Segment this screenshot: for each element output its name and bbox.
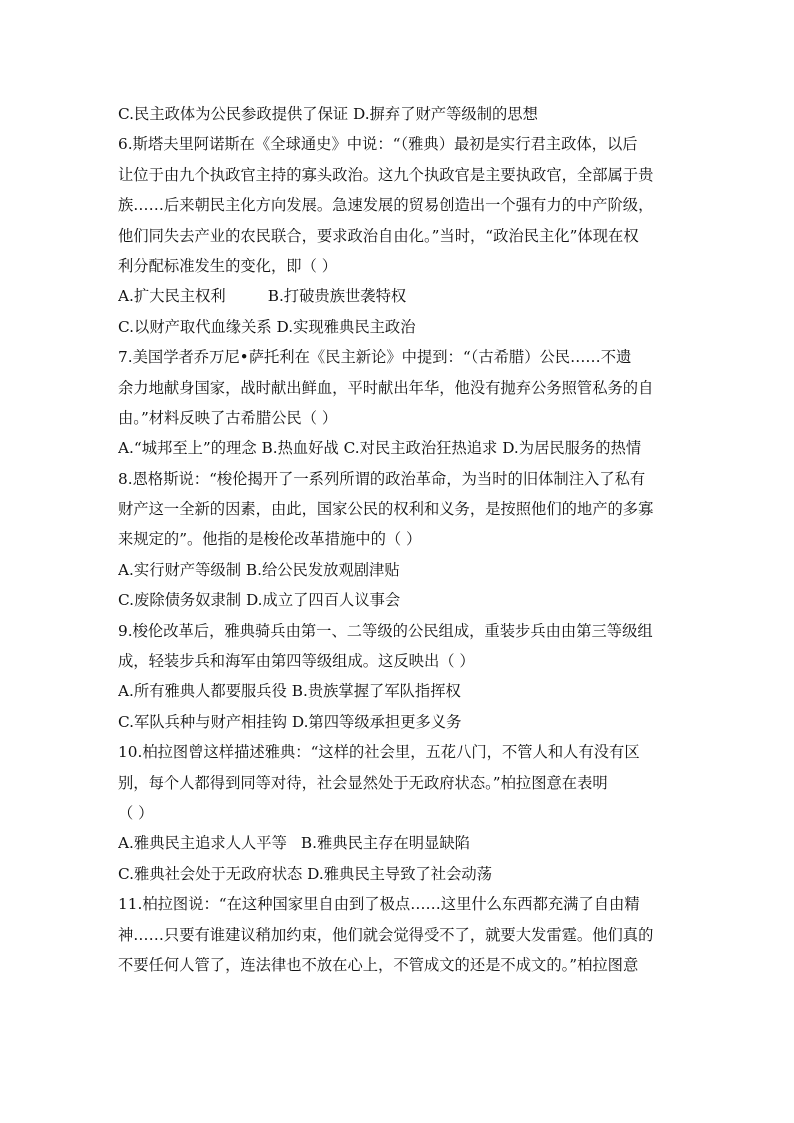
text-line: 别，每个人都得到同等对待，社会显然处于无政府状态。”柏拉图意在表明 <box>118 773 608 792</box>
text-line: 来规定的”。他指的是梭伦改革措施中的（ ） <box>118 530 422 549</box>
text-line: 10.柏拉图曾这样描述雅典：“这样的社会里，五花八门，不管人和人有没有区 <box>118 743 640 762</box>
text-line: 他们同失去产业的农民联合，要求政治自由化。”当时，“政治民主化”体现在权 <box>118 226 639 245</box>
text-line: 6.斯塔夫里阿诺斯在《全球通史》中说：“（雅典）最初是实行君主政体，以后 <box>118 135 638 154</box>
text-line: 财产这一全新的因素，由此，国家公民的权利和义务，是按照他们的地产的多寡 <box>118 500 654 519</box>
text-line: 利分配标准发生的变化，即（ ） <box>118 256 338 275</box>
text-line: 8.恩格斯说：“梭伦揭开了一系列所谓的政治革命，为当时的旧体制注入了私有 <box>118 469 646 488</box>
text-line: （ ） <box>118 803 154 822</box>
question-text <box>118 99 676 980</box>
text-line: 族……后来朝民主化方向发展。急速发展的贸易创造出一个强有力的中产阶级， <box>118 196 654 215</box>
text-line: A.“城邦至上”的理念 B.热血好战 C.对民主政治狂热追求 D.为居民服务的热情 <box>118 439 642 458</box>
text-line: 余力地献身国家，战时献出鲜血，平时献出年华，他没有抛弃公务照管私务的自 <box>118 378 654 397</box>
text-line: 成，轻装步兵和海军由第四等级组成。这反映出（ ） <box>118 652 475 671</box>
option-b: B.雅典民主存在明显缺陷 <box>300 834 470 853</box>
text-line: 不要任何人管了，连法律也不放在心上，不管成文的还是不成文的。”柏拉图意 <box>118 955 639 974</box>
text-line: A.实行财产等级制 B.给公民发放观剧津贴 <box>118 560 400 579</box>
option-a: A.扩大民主权利 <box>118 287 226 306</box>
text-line: 7.美国学者乔万尼•萨托利在《民主新论》中提到：“（古希腊）公民……不遗 <box>118 348 632 367</box>
text-line: 让位于由九个执政官主持的寡头政治。这九个执政官是主要执政官，全部属于贵 <box>118 165 654 184</box>
text-line: C.废除债务奴隶制 D.成立了四百人议事会 <box>118 591 401 610</box>
text-line: A.所有雅典人都要服兵役 B.贵族掌握了军队指挥权 <box>118 682 461 701</box>
text-line: C.雅典社会处于无政府状态 D.雅典民主导致了社会动荡 <box>118 864 492 883</box>
text-line <box>118 281 676 311</box>
text-line: 由。”材料反映了古希腊公民（ ） <box>118 408 338 427</box>
text-line: C.以财产取代血缘关系 D.实现雅典民主政治 <box>118 317 416 336</box>
text-line: 11.柏拉图说：“在这种国家里自由到了极点……这里什么东西都充满了自由精 <box>118 895 640 914</box>
text-line: 神……只要有谁建议稍加约束，他们就会觉得受不了，就要大发雷霆。他们真的 <box>118 925 654 944</box>
option-a: A.雅典民主追求人人平等 <box>118 834 287 853</box>
text-line: 9.梭伦改革后，雅典骑兵由第一、二等级的公民组成，重装步兵由由第三等级组 <box>118 621 653 640</box>
text-line <box>118 828 676 858</box>
text-line: C.军队兵种与财产相挂钩 D.第四等级承担更多义务 <box>118 712 462 731</box>
option-b: B.打破贵族世袭特权 <box>267 287 407 306</box>
text-line: C.民主政体为公民参政提供了保证 D.摒弃了财产等级制的思想 <box>118 105 538 123</box>
